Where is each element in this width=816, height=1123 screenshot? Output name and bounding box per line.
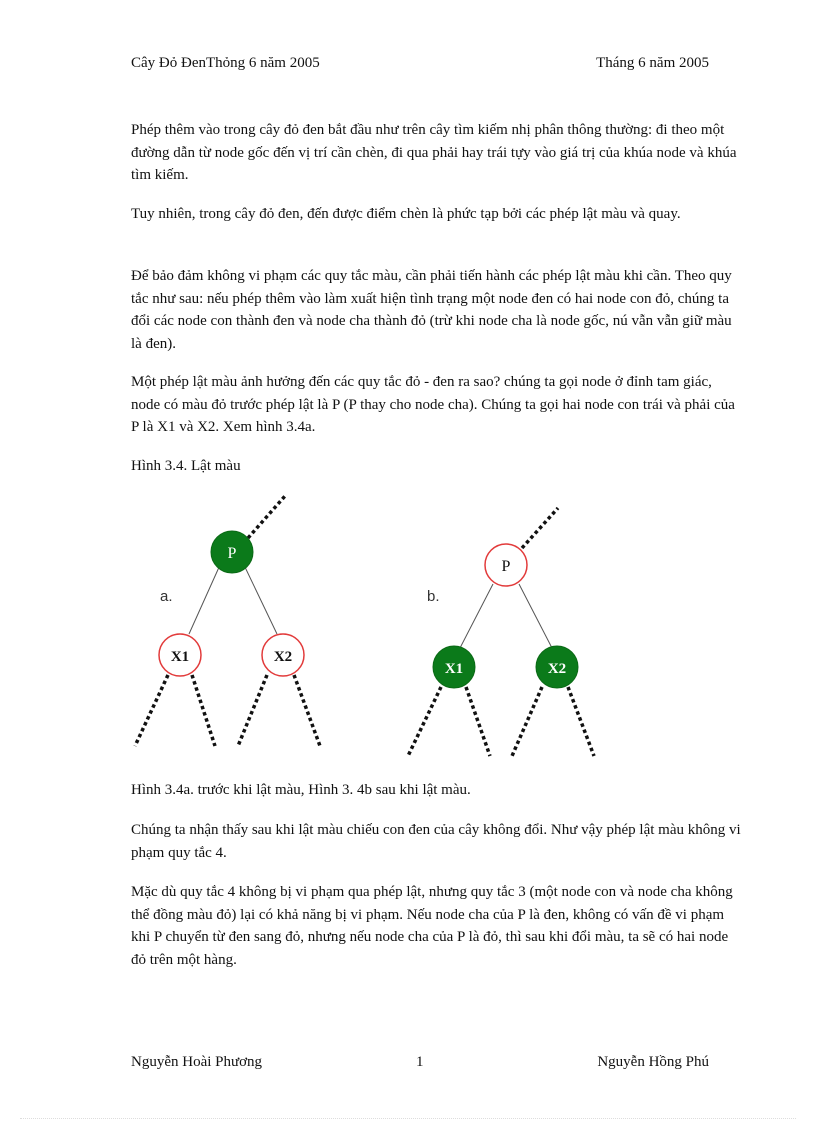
- leaf-edge-x1-right-a: [192, 675, 215, 746]
- diagram-a: [135, 496, 320, 746]
- edge-p-x1-b: [460, 584, 493, 648]
- paragraph-color-flip-rule: Để bảo đảm không vi phạm các quy tắc màu, cần phải tiến hành các phép lật màu khi cần. Theo quy tắc như sau: nếu phép thêm vào làm xuất hiện tình trạng một node đen có hai node con đỏ, chúng ta đổi các node con thành đen và node cha thành đỏ (trừ khi node cha là node gốc, nú vẫn vẫn giữ màu là đen).: [131, 268, 732, 352]
- edge-p-x2-a: [244, 565, 277, 634]
- parent-edge-b: [522, 508, 558, 548]
- page-number: 1: [416, 1054, 424, 1070]
- paragraph-insert-intro: Phép thêm vào trong cây đỏ đen bắt đầu như trên cây tìm kiếm nhị phân thông thường: đi theo một đường dẫn từ node gốc đến vị trí cần chèn, đi qua phải hay trái tựy vào giá trị của khúa node và khúa tìm kiếm.: [131, 122, 737, 183]
- leaf-edge-x2-right-a: [294, 675, 320, 746]
- edge-p-x2-b: [519, 584, 552, 648]
- diagram-a-letter: a.: [160, 588, 173, 605]
- diagram-b: [408, 508, 594, 756]
- node-x1-a-label: X1: [170, 649, 190, 665]
- footer-right-author: Nguyễn Hồng Phú: [597, 1054, 709, 1070]
- parent-edge-a: [248, 496, 285, 538]
- edge-p-x1-a: [189, 565, 220, 634]
- diagram-b-letter: b.: [427, 588, 440, 605]
- leaf-edge-x2-left-b: [512, 687, 542, 756]
- leaf-edge-x2-right-b: [568, 687, 594, 756]
- leaf-edge-x1-left-b: [408, 687, 441, 756]
- leaf-edge-x1-left-a: [135, 675, 168, 746]
- figure-caption: Hình 3.4a. trước khi lật màu, Hình 3. 4b sau khi lật màu.: [131, 782, 471, 798]
- node-p-a-label: P: [227, 545, 237, 562]
- node-p-b-label: P: [501, 558, 511, 575]
- node-x2-b-label: X2: [547, 661, 567, 677]
- paragraph-color-flip-effect: Một phép lật màu ảnh hưởng đến các quy tắc đỏ - đen ra sao? chúng ta gọi node ở đỉnh tam giác, node có màu đỏ trước phép lật là P (P thay cho node cha). Chúng ta gọi hai node con trái và phải của P là X1 và X2. Xem hình 3.4a.: [131, 374, 735, 435]
- node-x2-a-label: X2: [273, 649, 293, 665]
- bottom-divider: [20, 1118, 796, 1119]
- paragraph-black-height: Chúng ta nhận thấy sau khi lật màu chiếu con đen của cây không đổi. Như vậy phép lật màu không vi phạm quy tắc 4.: [131, 822, 741, 861]
- paragraph-insertion-complexity: Tuy nhiên, trong cây đỏ đen, đến được điểm chèn là phức tạp bởi các phép lật màu và quay.: [131, 206, 681, 222]
- figure-title: Hình 3.4. Lật màu: [131, 458, 241, 474]
- paragraph-rule-three: Mặc dù quy tắc 4 không bị vi phạm qua phép lật, nhưng quy tắc 3 (một node con và node cha không thể đồng màu đỏ) lại có khả năng bị vi phạm. Nếu node cha của P là đen, không có vấn đề vi phạm khi P chuyển từ đen sang đỏ, nhưng nếu node cha của P là đỏ, thì sau khi đổi màu, ta sẽ có hai node đỏ trên một hàng.: [131, 884, 733, 968]
- header-left-text: Cây Đỏ ĐenThỏng 6 năm 2005: [131, 55, 320, 71]
- header-right-text: Tháng 6 năm 2005: [596, 55, 709, 71]
- node-x1-b-label: X1: [444, 661, 464, 677]
- footer-left-author: Nguyễn Hoài Phương: [131, 1054, 263, 1070]
- leaf-edge-x2-left-a: [238, 675, 267, 746]
- leaf-edge-x1-right-b: [466, 687, 490, 756]
